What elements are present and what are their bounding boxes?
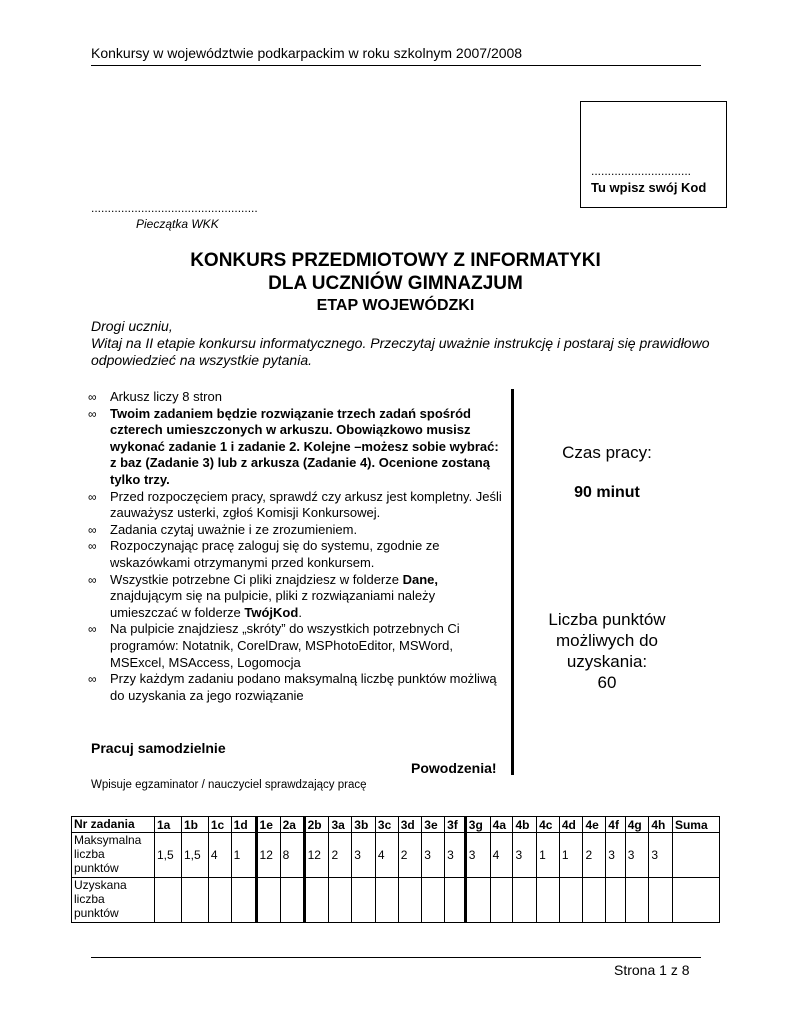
greeting xyxy=(91,318,711,369)
score-entry-cell[interactable] xyxy=(649,878,673,923)
student-code-box[interactable] xyxy=(580,101,727,208)
max-points-cell: 3 xyxy=(649,833,673,878)
row-label: Uzyskana liczba punktów xyxy=(72,878,155,923)
instruction-text: Na pulpicie znajdziesz „skróty” do wszystkich potrzebnych Ci programów: Notatnik, CorelDraw, MSPhotoEditor, MSWord, MSExcel, MSAccess, Logomocja xyxy=(110,621,460,670)
score-entry-cell[interactable] xyxy=(256,878,280,923)
max-points-cell: 1 xyxy=(559,833,583,878)
score-entry-cell[interactable] xyxy=(375,878,398,923)
stamp-dots: .................................................. xyxy=(91,201,258,215)
list-item xyxy=(88,389,506,406)
max-points-cell: 4 xyxy=(208,833,231,878)
max-points-cell: 3 xyxy=(422,833,445,878)
header-cell: 3c xyxy=(375,817,398,833)
max-points-cell: 12 xyxy=(304,833,329,878)
instruction-text: Zadania czytaj uważnie i ze zrozumieniem. xyxy=(110,521,358,537)
max-points-cell: 3 xyxy=(513,833,537,878)
list-item xyxy=(88,489,506,522)
score-entry-cell[interactable] xyxy=(398,878,422,923)
score-entry-cell[interactable] xyxy=(537,878,560,923)
score-entry-cell[interactable] xyxy=(490,878,513,923)
folder-name-twojkod: TwójKod xyxy=(244,604,299,620)
max-points-line: możliwych do xyxy=(555,631,659,650)
page-header: Konkursy w województwie podkarpackim w roku szkolnym 2007/2008 xyxy=(91,45,523,61)
bullet-icon: ∞ xyxy=(88,539,97,554)
instruction-text: Przed rozpoczęciem pracy, sprawdź czy arkusz jest kompletny. Jeśli zauważysz usterki, zgłoś Komisji Konkursowej. xyxy=(110,488,502,521)
max-points-cell: 4 xyxy=(375,833,398,878)
instruction-text: . xyxy=(298,604,302,620)
list-item xyxy=(88,538,506,571)
score-entry-cell[interactable] xyxy=(352,878,376,923)
folder-name-dane: Dane, xyxy=(402,571,439,587)
table-row xyxy=(72,833,720,878)
max-points-cell: 4 xyxy=(490,833,513,878)
header-cell: 4f xyxy=(606,817,625,833)
title-line-2: DLA UCZNIÓW GIMNAZJUM xyxy=(268,273,523,294)
instruction-text: Arkusz liczy 8 stron xyxy=(110,389,222,404)
good-luck-note: Powodzenia! xyxy=(411,760,497,776)
work-time-value: 90 minut xyxy=(574,484,640,501)
score-entry-cell[interactable] xyxy=(304,878,329,923)
instruction-text: Przy każdym zadaniu podano maksymalną liczbę punktów możliwą do uzyskania za jego rozwiązanie xyxy=(110,671,497,703)
list-item xyxy=(88,671,506,704)
greeting-text: Witaj na II etapie konkursu informatycznego. Przeczytaj uważnie instrukcję i postaraj się prawidłowo odpowiedzieć na wszystkie pytania. xyxy=(91,335,710,368)
bullet-icon: ∞ xyxy=(88,522,97,537)
code-label: Tu wpisz swój Kod xyxy=(591,180,707,195)
instruction-text: Wszystkie potrzebne Ci pliki znajdziesz w folderze xyxy=(110,571,403,587)
header-cell: 1a xyxy=(155,817,182,833)
greeting-salutation: Drogi uczniu, xyxy=(91,318,173,334)
header-cell: 4e xyxy=(583,817,606,833)
score-entry-cell[interactable] xyxy=(445,878,466,923)
max-points-cell: 1,5 xyxy=(181,833,208,878)
header-cell: 4c xyxy=(537,817,560,833)
score-entry-cell[interactable] xyxy=(422,878,445,923)
examiner-note: Wpisuje egzaminator / nauczyciel sprawdzający pracę xyxy=(91,779,367,791)
score-entry-cell[interactable] xyxy=(208,878,231,923)
header-cell: 2b xyxy=(304,817,329,833)
bullet-icon: ∞ xyxy=(88,489,97,504)
score-entry-cell[interactable] xyxy=(606,878,625,923)
work-alone-note: Pracuj samodzielnie xyxy=(91,740,226,756)
work-time-label: Czas pracy: xyxy=(562,443,652,462)
page-number: Strona 1 z 8 xyxy=(614,962,690,978)
header-cell: 1c xyxy=(208,817,231,833)
list-item xyxy=(88,572,506,622)
header-cell: 4a xyxy=(490,817,513,833)
max-points-line: uzyskania: xyxy=(566,652,648,671)
score-entry-cell[interactable] xyxy=(672,878,719,923)
header-cell: 4h xyxy=(649,817,673,833)
max-points-cell: 1,5 xyxy=(155,833,182,878)
header-cell: 3g xyxy=(465,817,490,833)
instruction-text: Rozpoczynając pracę zaloguj się do systemu, zgodnie ze wskazówkami otrzymanymi przed konkursem. xyxy=(110,538,440,570)
max-points-cell: 2 xyxy=(583,833,606,878)
max-points-cell: 1 xyxy=(537,833,560,878)
score-entry-cell[interactable] xyxy=(559,878,583,923)
header-divider xyxy=(91,65,701,66)
bullet-icon: ∞ xyxy=(88,390,97,404)
score-entry-cell[interactable] xyxy=(513,878,537,923)
max-points-value: 60 xyxy=(597,673,617,692)
footer-divider xyxy=(91,957,701,958)
header-label: Nr zadania xyxy=(72,817,155,833)
max-points-cell: 3 xyxy=(445,833,466,878)
max-points-cell: 3 xyxy=(606,833,625,878)
score-table xyxy=(71,816,720,923)
max-points-cell: 2 xyxy=(398,833,422,878)
score-entry-cell[interactable] xyxy=(181,878,208,923)
header-cell: 3f xyxy=(445,817,466,833)
score-entry-cell[interactable] xyxy=(465,878,490,923)
table-header-row xyxy=(72,817,720,833)
title-line-1: KONKURS PRZEDMIOTOWY Z INFORMATYKI xyxy=(190,250,601,271)
title-line-3: ETAP WOJEWÓDZKI xyxy=(316,297,475,314)
header-cell: Suma xyxy=(672,817,719,833)
bullet-icon: ∞ xyxy=(88,406,97,421)
header-cell: 3e xyxy=(422,817,445,833)
score-entry-cell[interactable] xyxy=(155,878,182,923)
instructions-list xyxy=(88,389,506,704)
instruction-text: znajdującym się na pulpicie, pliki z rozwiązaniami należy umieszczać w folderze xyxy=(110,588,436,620)
table-row xyxy=(72,878,720,923)
max-points-cell xyxy=(672,833,719,878)
max-points-cell: 12 xyxy=(256,833,280,878)
bullet-icon: ∞ xyxy=(88,572,97,587)
header-cell: 3a xyxy=(329,817,352,833)
header-cell: 1d xyxy=(231,817,256,833)
header-cell: 1b xyxy=(181,817,208,833)
header-cell: 2a xyxy=(280,817,304,833)
score-entry-cell[interactable] xyxy=(583,878,606,923)
score-entry-cell[interactable] xyxy=(231,878,256,923)
bullet-icon: ∞ xyxy=(88,672,97,687)
max-points-cell: 8 xyxy=(280,833,304,878)
list-item xyxy=(88,522,506,539)
max-points-cell: 2 xyxy=(329,833,352,878)
header-cell: 1e xyxy=(256,817,280,833)
header-cell: 3d xyxy=(398,817,422,833)
max-points-cell: 3 xyxy=(352,833,376,878)
score-entry-cell[interactable] xyxy=(280,878,304,923)
max-points-info xyxy=(512,609,702,693)
max-points-cell: 1 xyxy=(231,833,256,878)
max-points-cell: 3 xyxy=(625,833,649,878)
score-entry-cell[interactable] xyxy=(329,878,352,923)
header-cell: 4g xyxy=(625,817,649,833)
bullet-icon: ∞ xyxy=(88,622,97,637)
max-points-line: Liczba punktów xyxy=(548,610,666,629)
score-entry-cell[interactable] xyxy=(625,878,649,923)
header-cell: 4d xyxy=(559,817,583,833)
list-item xyxy=(88,621,506,671)
instruction-text: Twoim zadaniem będzie rozwiązanie trzech zadań spośród czterech umieszczonych w arkuszu. Obowiązkowo musisz wykonać zadanie 1 i zadanie 2. Kolejne –możesz sobie wybrać: z baz (Zadanie 3) lub z arkusza (Zadanie 4). Ocenione zostaną tylko trzy. xyxy=(110,405,499,487)
list-item xyxy=(88,406,506,489)
row-label: Maksymalna liczba punktów xyxy=(72,833,155,878)
header-cell: 3b xyxy=(352,817,376,833)
stamp-label: Pieczątka WKK xyxy=(136,217,219,231)
max-points-cell: 3 xyxy=(465,833,490,878)
header-cell: 4b xyxy=(513,817,537,833)
code-dots: .............................. xyxy=(591,164,692,178)
